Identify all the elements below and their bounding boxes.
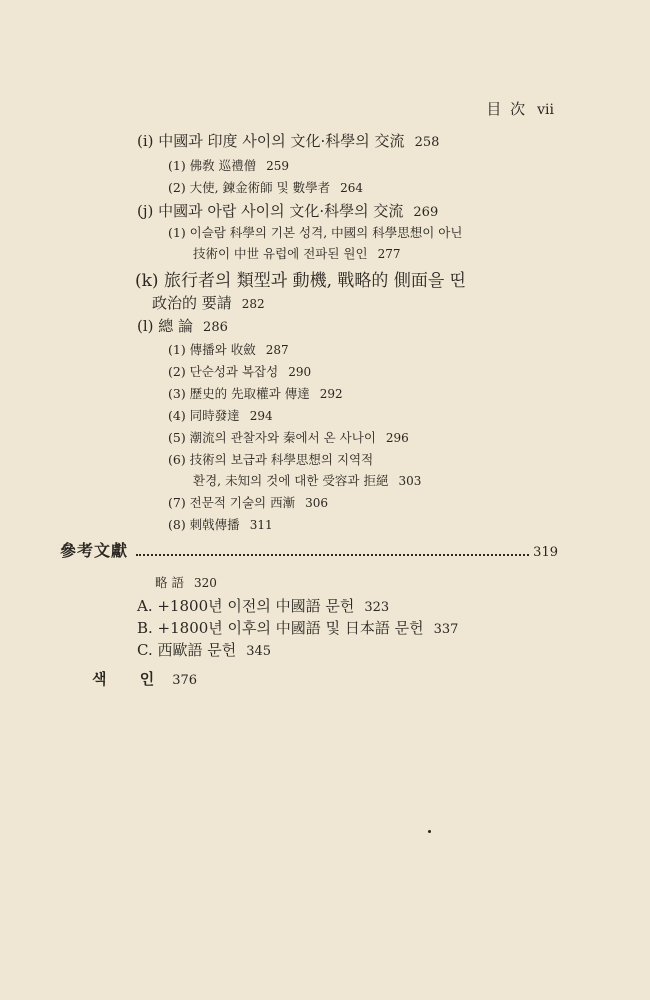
toc-entry-page: 306	[305, 496, 328, 510]
toc-entry	[168, 493, 328, 511]
toc-entry-label: (8) 刺戟傳播	[168, 517, 240, 532]
toc-entry-page: 277	[377, 247, 401, 261]
bibliography-entry	[60, 538, 558, 561]
running-header	[486, 98, 554, 119]
toc-entry-label: (7) 전문적 기술의 西漸	[168, 495, 296, 510]
toc-entry-page: 303	[398, 474, 422, 488]
toc-entry-page: 287	[265, 343, 289, 357]
toc-entry-label: (1) 傳播와 收斂	[168, 342, 256, 357]
toc-entry-page: 311	[249, 518, 273, 532]
toc-entry-label: (l) 總 論	[137, 317, 194, 335]
toc-entry	[137, 200, 438, 221]
bibliography-page: 319	[533, 545, 558, 560]
bib-item-page: 337	[433, 622, 459, 637]
bib-item	[155, 573, 217, 591]
toc-entry	[168, 340, 289, 358]
index-page: 376	[172, 673, 198, 688]
toc-entry-page: 282	[241, 297, 265, 311]
toc-entry	[168, 362, 311, 380]
toc-entry-continued	[193, 471, 421, 489]
toc-entry	[137, 315, 228, 336]
index-title: 색 인	[92, 670, 169, 688]
toc-entry-page: 269	[413, 205, 439, 220]
toc-entry	[168, 384, 343, 402]
toc-entry-label: (3) 歷史的 先取權과 傳達	[168, 386, 310, 401]
toc-entry-label: (2) 大使, 鍊金術師 및 數學者	[168, 180, 331, 195]
bib-item-page: 323	[364, 600, 390, 615]
header-label: 目 次	[486, 100, 528, 118]
toc-entry	[168, 156, 289, 174]
toc-entry-label: (1) 이슬람 科學의 기본 성격, 中國의 科學思想이 아닌	[168, 225, 463, 240]
toc-entry	[168, 428, 409, 446]
toc-entry	[168, 450, 373, 468]
bibliography-title: 參考文獻	[60, 541, 129, 560]
toc-entry-label: (4) 同時發達	[168, 408, 240, 423]
toc-entry-label: 政治的 要請	[152, 294, 232, 312]
bib-item-page: 345	[246, 644, 272, 659]
toc-entry-page: 292	[319, 387, 343, 401]
toc-entry-label: (i) 中國과 印度 사이의 文化·科學의 交流	[137, 132, 405, 150]
toc-entry	[168, 223, 462, 241]
bib-item-page: 320	[193, 576, 217, 590]
toc-entry-label: 환경, 未知의 것에 대한 受容과 拒絕	[193, 473, 389, 488]
toc-entry	[135, 266, 466, 291]
bib-item-label: A. +1800년 이전의 中國語 문헌	[137, 597, 355, 615]
toc-entry-page: 296	[385, 431, 409, 445]
index-entry	[92, 668, 197, 689]
toc-entry-label: (k) 旅行者의 類型과 動機, 戰略的 側面을 띤	[135, 271, 467, 291]
toc-entry-label: (1) 佛敎 巡禮僧	[168, 158, 257, 173]
toc-entry-page: 264	[340, 181, 364, 195]
toc-entry-page: 286	[203, 320, 228, 335]
toc-entry	[168, 406, 273, 424]
toc-entry-page: 290	[288, 365, 312, 379]
bib-item-label: B. +1800년 이후의 中國語 및 日本語 문헌	[137, 619, 424, 637]
toc-entry	[168, 515, 273, 533]
bib-item	[137, 639, 271, 660]
header-page-number: vii	[537, 102, 554, 118]
toc-entry-label: (2) 단순성과 복잡성	[168, 364, 279, 379]
toc-entry-page: 294	[249, 409, 273, 423]
toc-entry-continued	[193, 244, 400, 262]
toc-entry-label: (6) 技術의 보급과 科學思想의 지역적	[168, 452, 374, 467]
toc-entry	[168, 178, 363, 196]
bib-item-label: 略 語	[155, 575, 184, 590]
bib-item	[137, 617, 458, 638]
toc-entry-page: 258	[414, 135, 440, 150]
print-speck	[428, 830, 431, 833]
toc-entry	[137, 130, 439, 151]
toc-entry-label: 技術이 中世 유럽에 전파된 원인	[193, 246, 368, 261]
bib-item-label: C. 西歐語 문헌	[137, 641, 237, 659]
toc-entry-label: (j) 中國과 아랍 사이의 文化·科學의 交流	[137, 202, 404, 220]
toc-entry-page: 259	[266, 159, 290, 173]
dot-leader	[136, 553, 529, 556]
bib-item	[137, 595, 389, 616]
toc-entry-continued	[152, 292, 265, 313]
toc-entry-label: (5) 潮流의 관찰자와 秦에서 온 사나이	[168, 430, 376, 445]
